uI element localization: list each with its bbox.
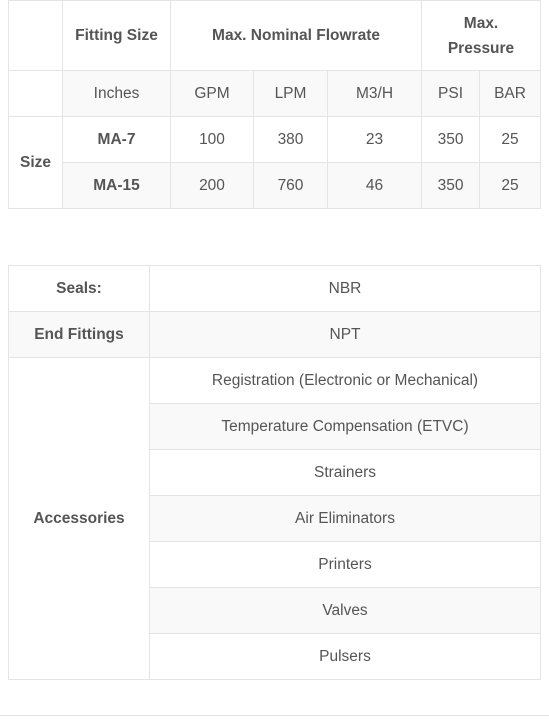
accessory-item: Printers — [150, 542, 541, 588]
accessory-item: Valves — [150, 588, 541, 634]
size-spec-table — [8, 0, 541, 209]
psi-cell: 350 — [422, 163, 480, 209]
divider — [0, 715, 549, 716]
gpm-cell: 200 — [171, 163, 254, 209]
unit-bar: BAR — [480, 71, 541, 117]
empty-corner-cell — [9, 1, 63, 71]
lpm-cell: 380 — [254, 117, 328, 163]
unit-lpm: LPM — [254, 71, 328, 117]
seals-label: Seals: — [9, 266, 150, 312]
table-row — [9, 117, 541, 163]
unit-psi: PSI — [422, 71, 480, 117]
unit-m3h: M3/H — [328, 71, 422, 117]
size-group-label: Size — [9, 117, 63, 209]
fitting-size-header: Fitting Size — [63, 1, 171, 71]
m3h-cell: 46 — [328, 163, 422, 209]
model-cell: MA-15 — [63, 163, 171, 209]
accessory-item: Temperature Compensation (ETVC) — [150, 404, 541, 450]
table-row — [9, 163, 541, 209]
accessories-label: Accessories — [9, 358, 150, 680]
accessory-item: Registration (Electronic or Mechanical) — [150, 358, 541, 404]
m3h-cell: 23 — [328, 117, 422, 163]
bar-cell: 25 — [480, 117, 541, 163]
accessory-item: Strainers — [150, 450, 541, 496]
empty-corner-cell-2 — [9, 71, 63, 117]
max-pressure-header: Max. Pressure — [422, 1, 541, 71]
model-cell: MA-7 — [63, 117, 171, 163]
gpm-cell: 100 — [171, 117, 254, 163]
accessory-item: Air Eliminators — [150, 496, 541, 542]
bar-cell: 25 — [480, 163, 541, 209]
table-row — [9, 266, 541, 312]
options-table — [8, 265, 541, 680]
end-fittings-label: End Fittings — [9, 312, 150, 358]
table-row — [9, 358, 541, 404]
end-fittings-value: NPT — [150, 312, 541, 358]
unit-gpm: GPM — [171, 71, 254, 117]
unit-inches: Inches — [63, 71, 171, 117]
psi-cell: 350 — [422, 117, 480, 163]
max-flowrate-header: Max. Nominal Flowrate — [171, 1, 422, 71]
table-row — [9, 312, 541, 358]
accessory-item: Pulsers — [150, 634, 541, 680]
lpm-cell: 760 — [254, 163, 328, 209]
seals-value: NBR — [150, 266, 541, 312]
